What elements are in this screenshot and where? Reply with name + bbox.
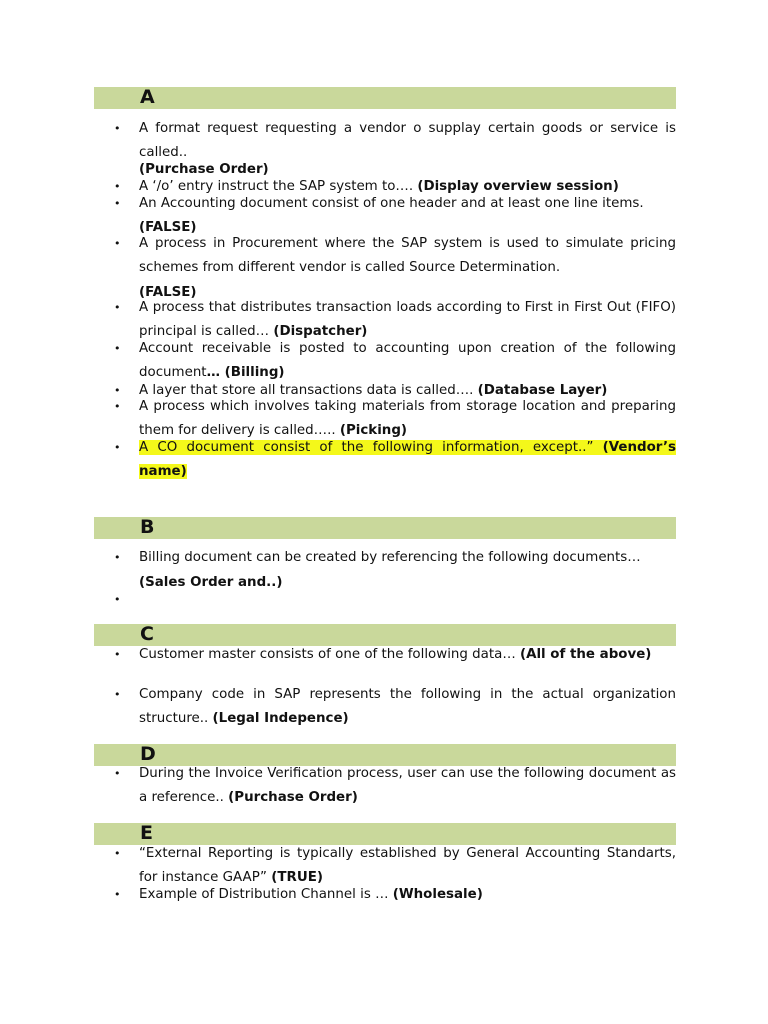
list-item: A ‘/o’ entry instruct the SAP system to…. (Display overview session): [139, 179, 619, 194]
bullet: •: [114, 342, 121, 355]
bullet: •: [114, 237, 121, 250]
section-letter: C: [140, 623, 154, 645]
list-item: Company code in SAP represents the following in the actual organization structure.. (Legal Indepence): [139, 687, 676, 726]
bullet: •: [114, 180, 121, 193]
bullet: •: [114, 551, 121, 564]
section-letter: D: [140, 743, 156, 765]
bullet-empty: •: [114, 593, 121, 606]
section-header-a: [94, 87, 676, 109]
answer: (FALSE): [139, 220, 197, 235]
bullet: •: [114, 767, 121, 780]
list-item: Example of Distribution Channel is … (Wholesale): [139, 887, 483, 902]
section-letter: B: [140, 516, 155, 538]
bullet: •: [114, 400, 121, 413]
list-item: During the Invoice Verification process, user can use the following document as a reference.. (Purchase Order): [139, 766, 676, 805]
bullet: •: [114, 384, 121, 397]
list-item-highlighted: A CO document consist of the following information, except..” (Vendor’s name): [139, 440, 676, 479]
section-letter: E: [140, 822, 153, 844]
answer: (Purchase Order): [139, 162, 269, 177]
bullet: •: [114, 888, 121, 901]
bullet: •: [114, 688, 121, 701]
list-item: Account receivable is posted to accounting upon creation of the following document… (Billing): [139, 341, 676, 380]
bullet: •: [114, 301, 121, 314]
list-item: Billing document can be created by referencing the following documents…: [139, 550, 641, 565]
list-item: A process which involves taking materials from storage location and preparing them for delivery is called….. (Picking): [139, 399, 676, 438]
bullet: •: [114, 197, 121, 210]
list-item: A process in Procurement where the SAP system is used to simulate pricing schemes from different vendor is called Source Determination.: [139, 236, 676, 275]
bullet: •: [114, 122, 121, 135]
section-header-b: [94, 517, 676, 539]
list-item: “External Reporting is typically established by General Accounting Standarts, for instance GAAP” (TRUE): [139, 846, 676, 885]
bullet: •: [114, 847, 121, 860]
answer: (Sales Order and..): [139, 575, 283, 590]
section-letter: A: [140, 86, 155, 108]
bullet: •: [114, 648, 121, 661]
list-item: A process that distributes transaction loads according to First in First Out (FIFO) principal is called… (Dispatcher): [139, 300, 676, 339]
answer: (FALSE): [139, 285, 197, 300]
list-item: A format request requesting a vendor o supplay certain goods or service is called..: [139, 121, 676, 160]
list-item: A layer that store all transactions data is called…. (Database Layer): [139, 383, 608, 398]
list-item: Customer master consists of one of the following data… (All of the above): [139, 647, 652, 662]
bullet: •: [114, 441, 121, 454]
list-item: An Accounting document consist of one header and at least one line items.: [139, 196, 644, 211]
